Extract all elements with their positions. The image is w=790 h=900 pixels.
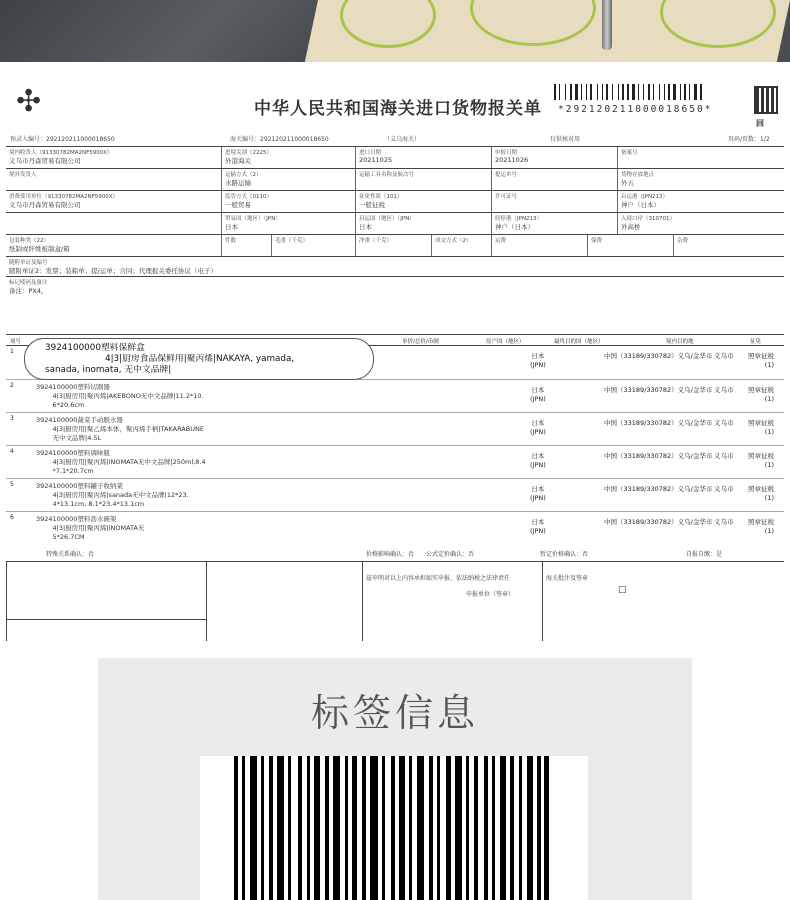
customs-emblem-icon: ✣ (16, 84, 42, 119)
item-origin: 日本 (JPN) (530, 386, 546, 403)
field-value: 外五 (621, 179, 634, 187)
barcode-bar (643, 84, 644, 100)
item-origin: 日本 (JPN) (530, 485, 546, 502)
knife (602, 0, 612, 50)
barcode-bar (575, 84, 578, 100)
barcode-bar (549, 756, 553, 900)
barcode-bar (614, 84, 617, 100)
item-destination-country: 中国（33189/330782）义乌/金华市 (604, 518, 713, 526)
barcode-bar (659, 84, 660, 100)
label-info-panel (98, 658, 692, 900)
item-description: 3924100000塑料罐子收纳架 4|3|厨房用|聚丙烯|sanada无中文品牌|12*23. 4*13.1cm, 8.1*23.4*13.1cm (36, 482, 189, 508)
field-label: 监管方式（0110） (225, 194, 272, 200)
docs-label: 随附单证及编号 (9, 260, 48, 266)
barcode-bar (651, 84, 652, 100)
formula-price: 公式定价确认：否 (426, 551, 475, 558)
field-value: 日本 (359, 223, 372, 231)
barcode-bar (622, 84, 624, 100)
barcode-bar (700, 84, 702, 100)
barcode-bar (333, 756, 340, 900)
field-label: 运费 (495, 238, 507, 244)
item-destination-country: 中国（33189/330782）义乌/金华市 (604, 485, 713, 493)
barcode-bar (632, 84, 635, 100)
item-description: 3924100000塑料调味瓶 4|3|厨房用|聚丙烯|INOMATA无中文品牌|250ml,8.4 *7.1*20.7cm (36, 449, 206, 475)
col-header: 原产国（地区） (486, 339, 525, 345)
barcode-bar (694, 84, 697, 100)
field-label: 启运国（地区）（JPN） (359, 216, 415, 222)
field-label: 件数 (225, 238, 237, 244)
item-no: 6 (10, 514, 14, 521)
item-exemption: 照章征税 (1) (748, 485, 774, 502)
self-declare: 自报自缴：是 (686, 551, 723, 558)
field-value: 日本 (225, 223, 238, 231)
item-description: 3924100000塑料切割器 4|3|厨房用|聚丙烯|AKEBONO无中文品牌|11.2*10. 6*20.6cm (36, 383, 204, 409)
field-label: 运输方式（2） (225, 172, 262, 178)
declaration-meta (6, 132, 784, 146)
barcode-bar (579, 84, 580, 100)
declaring-unit: 申报单位（签章） (466, 591, 515, 598)
barcode-bar (648, 84, 650, 100)
field-value: 一般征税 (359, 201, 385, 209)
field-label: 货物存放地点 (621, 172, 655, 178)
label-barcode (234, 756, 553, 900)
field-value: 神户（日本） (621, 201, 660, 209)
barcode-bar (618, 84, 619, 100)
provisional-price: 暂定价格确认：否 (540, 551, 589, 558)
item-description: 3924100000塑料沥水碗架 4|3|厨房用|聚丙烯|INOMATA无 5*26.7CM (36, 515, 145, 541)
field-value: 外高桥 (621, 223, 641, 231)
pre-entry-no: 预录入编号：292120211000018650 (10, 136, 115, 143)
item-origin: 日本 (JPN) (530, 452, 546, 469)
col-header: 境内目的地 (666, 339, 694, 345)
checkbox-icon: □ (618, 585, 627, 595)
declaration-barcode (554, 84, 746, 100)
barcode-bar (557, 84, 558, 100)
item-origin: 日本 (JPN) (530, 518, 546, 535)
marks-value: 备注：PX4。 (9, 287, 48, 295)
field-value: 神户（日本） (495, 223, 534, 231)
item-description: 3924100000蔬菜手动脱水器 4|3|厨房用|聚乙烯本体，聚丙烯手柄|TAKARABUNE 无中文品牌|4.5L (36, 416, 204, 442)
marks-label: 标记唛码及备注 (9, 280, 48, 286)
table-row (6, 445, 784, 478)
barcode-bar (455, 756, 462, 900)
barcode-bar (554, 84, 556, 100)
barcode-number: *292120211000018650* (558, 104, 713, 115)
barcode-bar (691, 84, 693, 100)
barcode-bar (370, 756, 378, 900)
page-count: 页码/页数：1/2 (728, 136, 770, 143)
field-label: 成交方式（2） (435, 238, 472, 244)
barcode-bar (593, 84, 596, 100)
barcode-bar (661, 84, 663, 100)
barcode-bar (559, 84, 560, 100)
table-row (6, 379, 784, 412)
field-label: 备案号 (621, 150, 638, 156)
barcode-bar (668, 84, 670, 100)
label-barcode-box (200, 756, 588, 900)
declaration-fields (6, 146, 784, 332)
item-exemption: 照章征税 (1) (748, 352, 774, 369)
barcode-bar (687, 84, 688, 100)
highlighted-item (24, 338, 374, 380)
barcode-bar (250, 756, 257, 900)
barcode-bar (604, 84, 605, 100)
field-label: 入境口岸（310701） (621, 216, 675, 222)
barcode-bar (664, 84, 665, 100)
barcode-bar (630, 84, 631, 100)
barcode-bar (666, 84, 667, 100)
field-label: 境外发货人 (9, 172, 37, 178)
field-value: 一般贸易 (225, 201, 251, 209)
product-photo (0, 0, 790, 62)
barcode-bar (581, 84, 582, 100)
barcode-bar (627, 84, 629, 100)
barcode-bar (291, 756, 298, 900)
field-label: 进境关别（2225） (225, 150, 272, 156)
slate-board (0, 0, 330, 62)
barcode-bar (680, 84, 681, 100)
table-row (6, 511, 784, 544)
barcode-bar (573, 84, 574, 100)
col-header: 单价/总价/币制 (402, 339, 439, 345)
item-no: 2 (10, 382, 14, 389)
field-label: 经停港（JPN213） (495, 216, 543, 222)
barcode-bar (698, 84, 699, 100)
col-header: 最终目的国（地区） (554, 339, 604, 345)
barcode-bar (583, 84, 585, 100)
field-value: 纸制或纤维板制盒/箱 (9, 245, 70, 253)
special-relation: 特殊关系确认：否 (46, 551, 95, 558)
field-label: 包装种类（22） (9, 238, 49, 244)
barcode-bar (417, 756, 424, 900)
field-label: 提运单号 (495, 172, 518, 178)
barcode-bar (638, 84, 639, 100)
field-value: 水路运输 (225, 179, 251, 187)
table-row (6, 412, 784, 445)
barcode-bar (655, 84, 658, 100)
barcode-bar (277, 756, 284, 900)
qr-label: 回 (756, 119, 764, 128)
field-value: 义乌市丹森贸易有限公司 (9, 201, 81, 209)
highlight-line: 4|3|厨房食品保鲜用|聚丙烯|NAKAYA, yamada, (105, 354, 295, 364)
field-label: 许可证号 (495, 194, 518, 200)
qr-code-icon (754, 86, 778, 114)
item-origin: 日本 (JPN) (530, 352, 546, 369)
customs-note: 海关批注及签章 (546, 575, 589, 582)
barcode-bar (586, 84, 587, 100)
barcode-bar (561, 84, 564, 100)
item-destination-city: 义乌市 (714, 518, 734, 526)
barcode-bar (599, 84, 601, 100)
field-label: 消费使用单位（91330782MA2NF5900X） (9, 194, 119, 200)
barcode-bar (597, 84, 598, 100)
col-header: 项号 (10, 339, 22, 345)
item-no: 3 (10, 415, 14, 422)
barcode-bar (640, 84, 642, 100)
highlight-line: sanada, inomata, 无中文品牌| (45, 365, 172, 375)
docs-value: 随附单证2：发票；装箱单；提/运单；合同；代理报关委托协议（电子） (9, 267, 217, 275)
barcode-bar (588, 84, 589, 100)
highlight-line: 3924100000塑料保鲜盒 (45, 343, 145, 353)
item-destination-country: 中国（33189/330782）义乌/金华市 (604, 386, 713, 394)
item-destination-city: 义乌市 (714, 485, 734, 493)
barcode-bar (609, 84, 611, 100)
warning-note: 仅供核对用 (550, 136, 581, 143)
item-exemption: 照章征税 (1) (748, 518, 774, 535)
field-value: 义乌市丹森贸易有限公司 (9, 157, 81, 165)
field-label: 申报日期 (495, 150, 518, 156)
customs-declaration (6, 78, 784, 618)
field-label: 境内收货人（91330782MA2NF5900X） (9, 150, 113, 156)
barcode-bar (689, 84, 690, 100)
barcode-bar (636, 84, 637, 100)
field-label: 运输工具名称及航次号 (359, 172, 415, 178)
field-label: 贸易国（地区）（JPN） (225, 216, 281, 222)
barcode-bar (653, 84, 654, 100)
field-value: 20211026 (495, 156, 529, 164)
item-destination-country: 中国（33189/330782）义乌/金华市 (604, 419, 713, 427)
item-exemption: 照章征税 (1) (748, 419, 774, 436)
item-exemption: 照章征税 (1) (748, 452, 774, 469)
customs-no: 海关编号：292120211000018650 (230, 136, 329, 143)
barcode-bar (645, 84, 647, 100)
col-header: 征免 (750, 339, 762, 345)
item-destination-country: 中国（33189/330782）义乌/金华市 (604, 452, 713, 460)
barcode-bar (703, 84, 704, 100)
item-destination-city: 义乌市 (714, 386, 734, 394)
item-no: 5 (10, 481, 14, 488)
barcode-bar (671, 84, 672, 100)
field-label: 净重（千克） (359, 238, 393, 244)
item-no: 4 (10, 448, 14, 455)
port-note: （义乌海关） (384, 136, 421, 143)
barcode-bar (612, 84, 613, 100)
barcode-bar (567, 84, 569, 100)
field-label: 进口日期 (359, 150, 382, 156)
barcode-bar (570, 84, 572, 100)
barcode-bar (673, 84, 676, 100)
barcode-bar (625, 84, 626, 100)
barcode-bar (565, 84, 566, 100)
field-label: 征免性质（101） (359, 194, 403, 200)
field-label: 毛重（千克） (275, 238, 309, 244)
table-row (6, 478, 784, 511)
barcode-bar (620, 84, 621, 100)
barcode-bar (602, 84, 603, 100)
item-destination-city: 义乌市 (714, 352, 734, 360)
item-no: 1 (10, 348, 14, 355)
field-value: 20211025 (359, 156, 393, 164)
field-value: 外港海关 (225, 157, 251, 165)
barcode-bar (677, 84, 679, 100)
price-confirm: 价格影响确认：否 (366, 551, 415, 558)
item-exemption: 照章征税 (1) (748, 386, 774, 403)
item-destination-city: 义乌市 (714, 419, 734, 427)
barcode-bar (606, 84, 608, 100)
barcode-bar (590, 84, 592, 100)
barcode-bar (682, 84, 683, 100)
barcode-bar (684, 84, 686, 100)
item-destination-city: 义乌市 (714, 452, 734, 460)
item-destination-country: 中国（33189/330782）义乌/金华市 (604, 352, 713, 360)
declaration-statement: 兹申明对以上内容承担如实申报、依法纳税之法律责任 (366, 575, 511, 582)
item-origin: 日本 (JPN) (530, 419, 546, 436)
field-label: 启运港（JPN213） (621, 194, 669, 200)
declaration-header (6, 78, 784, 134)
declaration-title: 中华人民共和国海关进口货物报关单 (254, 99, 542, 119)
field-label: 保费 (591, 238, 603, 244)
field-label: 杂费 (677, 238, 689, 244)
label-info-title: 标签信息 (310, 691, 479, 735)
